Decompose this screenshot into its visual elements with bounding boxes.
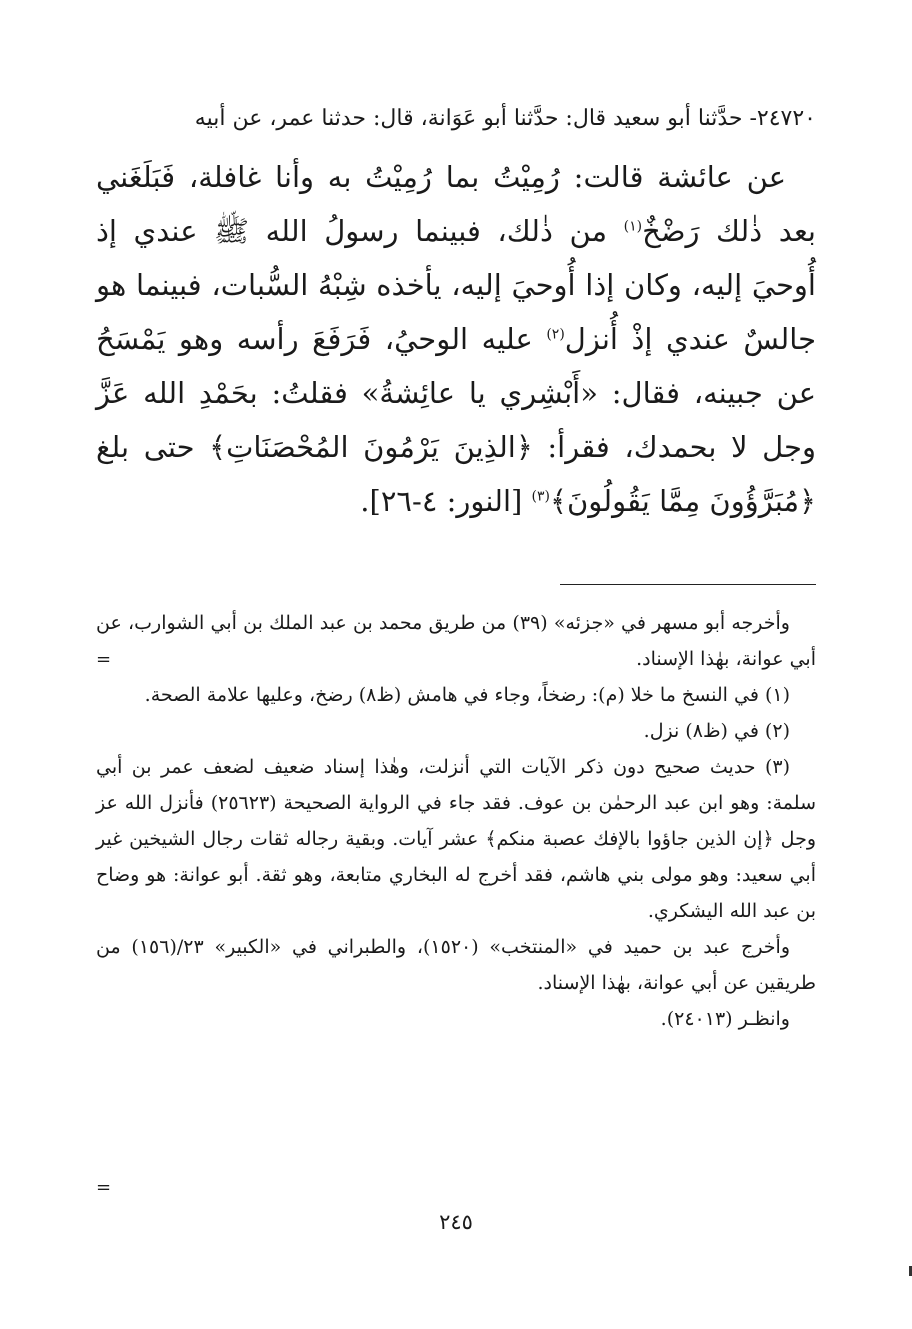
- footnote-1: (١) في النسخ ما خلا (م): رضخاً، وجاء في هامش (ظ٨) رضخ، وعليها علامة الصحة.: [144, 684, 790, 706]
- footnotes: [96, 605, 816, 1037]
- footnote-separator: [560, 584, 816, 585]
- hadith-text-part-1: عن عائشة قالت: رُمِيْتُ بما رُمِيْتُ به وأنا غافلة، فَبَلَغَني بعد ذٰلك رَضْخٌ: [96, 160, 817, 248]
- footnote-ref-1: (١): [623, 218, 643, 235]
- hadith-isnad: ٢٤٧٢٠- حدَّثنا أبو سعيد قال: حدَّثنا أبو عَوَانة، قال: حدثنا عمر، عن أبيه: [194, 106, 816, 131]
- hadith-text-part-4: [النور: ٤-٢٦].: [360, 484, 532, 518]
- continuation-mark-top: =: [96, 649, 112, 670]
- footnote-3-see-also: وانظـر (٢٤٠١٣).: [660, 1008, 790, 1030]
- footnote-ref-2: (٢): [546, 326, 565, 343]
- page-number: ٢٤٥: [439, 1210, 473, 1234]
- footnote-ref-3: (٣): [531, 488, 551, 505]
- footnote-continuation: وأخرجه أبو مسهر في «جزئه» (٣٩) من طريق محمد بن عبد الملك بن أبي الشوارب، عن أبي عوانة، بهٰذا الإسناد.: [96, 612, 816, 670]
- continuation-mark-bottom: =: [96, 1177, 112, 1198]
- hadith-text-part-2: من ذٰلك، فبينما رسولُ الله ﷺ عندي إذ أُوحيَ إليه، وكان إذا أُوحيَ إليه، يأخذه شِبْهُ السُّبات، فبينما هو جالسٌ عندي إذْ أُنزل: [96, 214, 816, 356]
- page: [96, 96, 816, 1256]
- footnote-3: (٣) حديث صحيح دون ذكر الآيات التي أنزلت، وهٰذا إسناد ضعيف لضعف عمر بن أبي سلمة: وهو ابن عبد الرحمٰن بن عوف. فقد جاء في الرواية الصحيحة (٢٥٦٢٣) فأنزل الله عز وجل ﴿إن الذين جاؤوا بالإفك عصبة منكم﴾ عشر آيات. وبقية رجاله ثقات رجال الشيخين غير أبي سعيد: وهو مولى بني هاشم، فقد أخرج له البخاري متابعة، وهو ثقة. أبو عوانة: هو وضاح بن عبد الله اليشكري.: [96, 756, 816, 922]
- footnote-2: (٢) في (ظ٨) نزل.: [643, 720, 790, 742]
- hadith-text-part-3: عليه الوحيُ، فَرَفَعَ رأسه وهو يَمْسَحُ عن جبينه، فقال: «أَبْشِري يا عائِشةُ» فقلتُ: بحَمْدِ الله عَزَّ وجل لا بحمدك، فقرأ: ﴿الذِينَ يَرْمُونَ المُحْصَنَاتِ﴾ حتى بلغ ﴿مُبَرَّؤُونَ مِمَّا يَقُولُونَ﴾: [96, 322, 816, 518]
- hadith-text: [96, 150, 816, 528]
- footnote-3-continuation: وأخرج عبد بن حميد في «المنتخب» (١٥٢٠)، والطبراني في «الكبير» ٢٣/(١٥٦) من طريقين عن أبي عوانة، بهٰذا الإسناد.: [96, 936, 816, 994]
